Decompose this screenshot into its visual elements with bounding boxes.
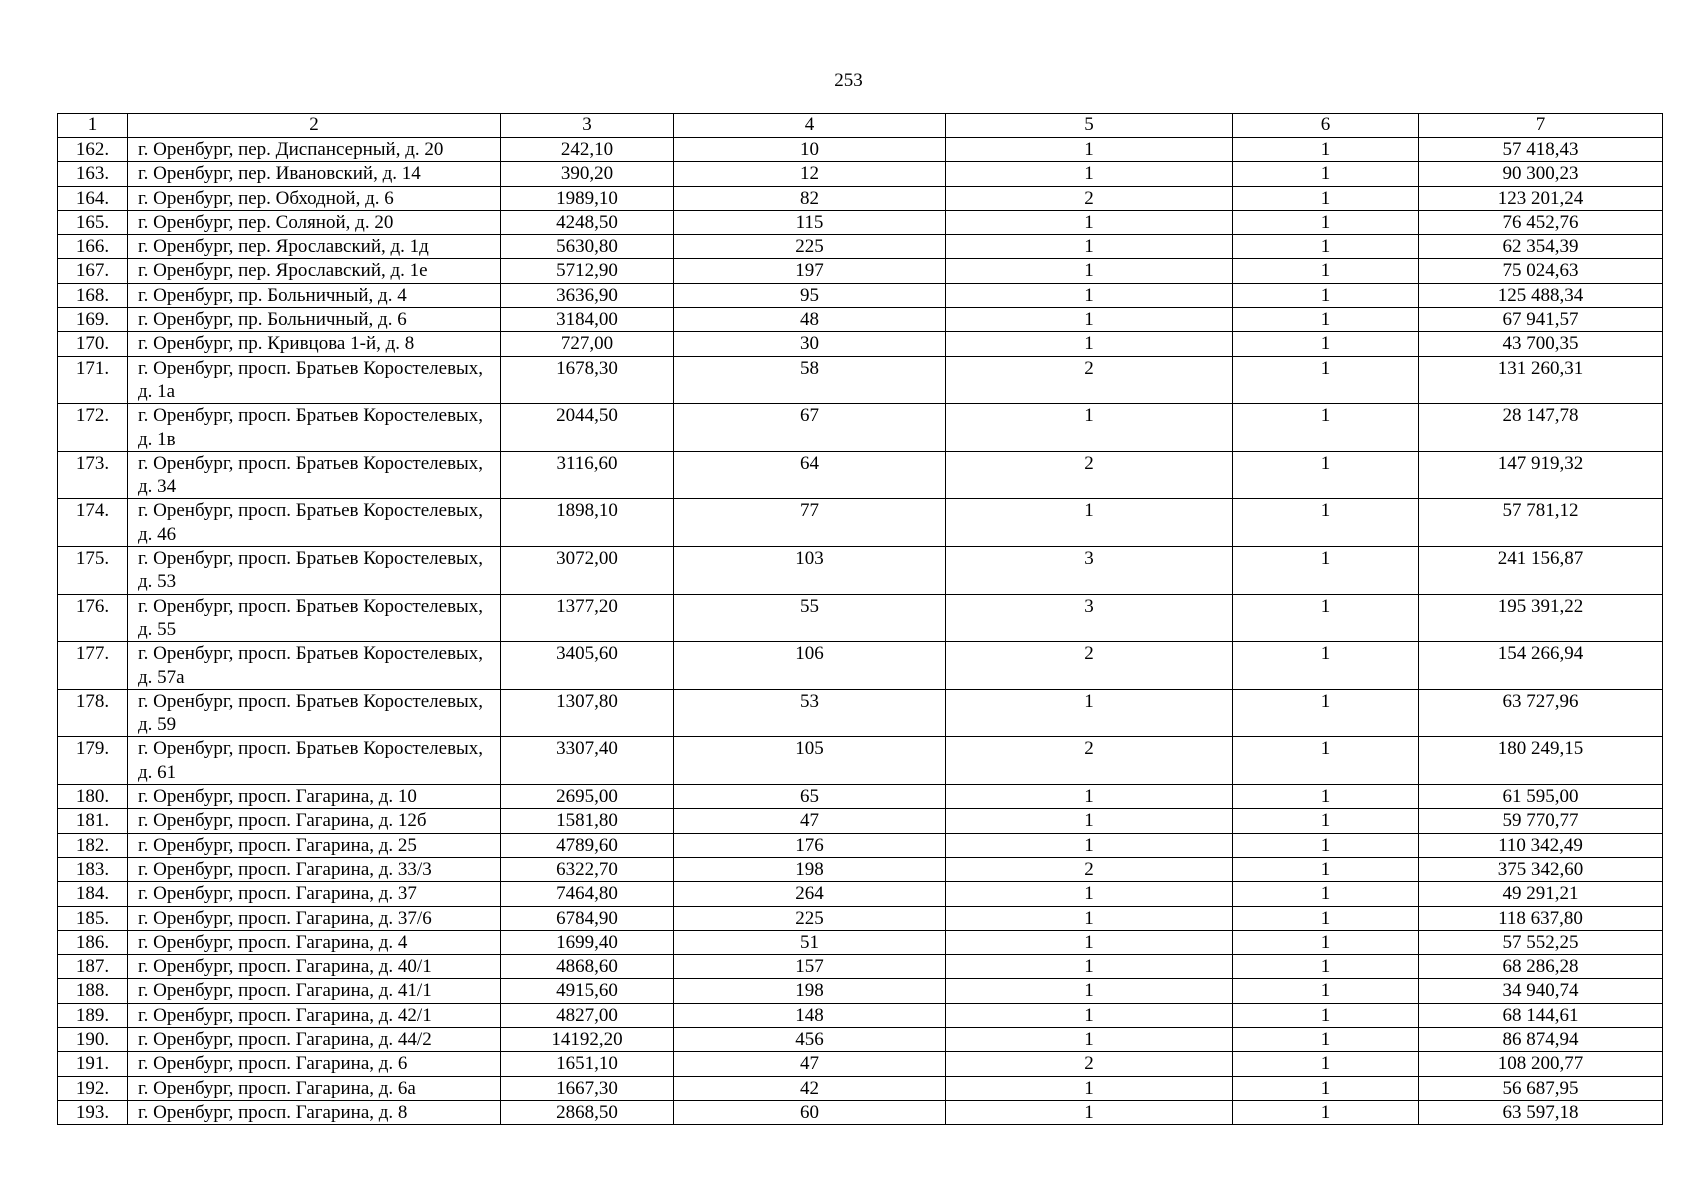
column-5-cell: 1 bbox=[946, 332, 1233, 356]
column-4-cell: 12 bbox=[674, 162, 946, 186]
column-7-cell: 154 266,94 bbox=[1419, 642, 1663, 690]
address-cell: г. Оренбург, просп. Гагарина, д. 33/3 bbox=[128, 857, 501, 881]
column-6-cell: 1 bbox=[1233, 809, 1419, 833]
column-6-cell: 1 bbox=[1233, 882, 1419, 906]
row-number-cell: 187. bbox=[58, 955, 128, 979]
column-6-cell: 1 bbox=[1233, 451, 1419, 499]
column-7-cell: 67 941,57 bbox=[1419, 308, 1663, 332]
row-number-cell: 177. bbox=[58, 642, 128, 690]
page-number: 253 bbox=[834, 70, 863, 91]
column-5-cell: 1 bbox=[946, 1100, 1233, 1124]
column-6-cell: 1 bbox=[1233, 930, 1419, 954]
column-7-cell: 28 147,78 bbox=[1419, 404, 1663, 452]
column-4-cell: 225 bbox=[674, 906, 946, 930]
address-cell: г. Оренбург, пер. Ивановский, д. 14 bbox=[128, 162, 501, 186]
column-4-cell: 106 bbox=[674, 642, 946, 690]
table-row bbox=[58, 451, 1663, 499]
column-6-cell: 1 bbox=[1233, 283, 1419, 307]
column-3-cell: 4868,60 bbox=[501, 955, 674, 979]
column-7-cell: 195 391,22 bbox=[1419, 594, 1663, 642]
column-5-cell: 1 bbox=[946, 930, 1233, 954]
column-6-cell: 1 bbox=[1233, 1027, 1419, 1051]
table-row bbox=[58, 1076, 1663, 1100]
column-7-cell: 57 781,12 bbox=[1419, 499, 1663, 547]
column-5-cell: 1 bbox=[946, 689, 1233, 737]
column-6-cell: 1 bbox=[1233, 186, 1419, 210]
column-7-cell: 34 940,74 bbox=[1419, 979, 1663, 1003]
address-cell: г. Оренбург, просп. Гагарина, д. 41/1 bbox=[128, 979, 501, 1003]
column-7-cell: 108 200,77 bbox=[1419, 1052, 1663, 1076]
row-number-cell: 165. bbox=[58, 210, 128, 234]
column-header-6: 6 bbox=[1233, 114, 1419, 138]
column-5-cell: 1 bbox=[946, 979, 1233, 1003]
column-6-cell: 1 bbox=[1233, 1100, 1419, 1124]
column-7-cell: 63 597,18 bbox=[1419, 1100, 1663, 1124]
row-number-cell: 189. bbox=[58, 1003, 128, 1027]
column-3-cell: 2044,50 bbox=[501, 404, 674, 452]
column-5-cell: 2 bbox=[946, 186, 1233, 210]
table-row bbox=[58, 1100, 1663, 1124]
column-7-cell: 43 700,35 bbox=[1419, 332, 1663, 356]
row-number-cell: 174. bbox=[58, 499, 128, 547]
table-row bbox=[58, 356, 1663, 404]
address-cell: г. Оренбург, пер. Ярославский, д. 1д bbox=[128, 235, 501, 259]
column-6-cell: 1 bbox=[1233, 1076, 1419, 1100]
column-3-cell: 2695,00 bbox=[501, 785, 674, 809]
table-row bbox=[58, 737, 1663, 785]
column-4-cell: 82 bbox=[674, 186, 946, 210]
row-number-cell: 193. bbox=[58, 1100, 128, 1124]
column-7-cell: 63 727,96 bbox=[1419, 689, 1663, 737]
column-5-cell: 1 bbox=[946, 785, 1233, 809]
column-header-5: 5 bbox=[946, 114, 1233, 138]
column-3-cell: 3184,00 bbox=[501, 308, 674, 332]
table-row bbox=[58, 499, 1663, 547]
column-6-cell: 1 bbox=[1233, 1003, 1419, 1027]
table-row bbox=[58, 138, 1663, 162]
table-row bbox=[58, 930, 1663, 954]
column-3-cell: 3307,40 bbox=[501, 737, 674, 785]
column-7-cell: 90 300,23 bbox=[1419, 162, 1663, 186]
column-3-cell: 6784,90 bbox=[501, 906, 674, 930]
table-row bbox=[58, 882, 1663, 906]
address-cell: г. Оренбург, просп. Братьев Коростелевых, д. 1в bbox=[128, 404, 501, 452]
column-4-cell: 105 bbox=[674, 737, 946, 785]
table-row bbox=[58, 404, 1663, 452]
column-7-cell: 68 144,61 bbox=[1419, 1003, 1663, 1027]
column-6-cell: 1 bbox=[1233, 689, 1419, 737]
column-4-cell: 10 bbox=[674, 138, 946, 162]
column-3-cell: 6322,70 bbox=[501, 857, 674, 881]
address-cell: г. Оренбург, просп. Братьев Коростелевых, д. 57а bbox=[128, 642, 501, 690]
column-7-cell: 61 595,00 bbox=[1419, 785, 1663, 809]
address-cell: г. Оренбург, просп. Братьев Коростелевых, д. 1а bbox=[128, 356, 501, 404]
table-row bbox=[58, 308, 1663, 332]
column-4-cell: 225 bbox=[674, 235, 946, 259]
column-4-cell: 198 bbox=[674, 979, 946, 1003]
column-4-cell: 47 bbox=[674, 1052, 946, 1076]
column-3-cell: 242,10 bbox=[501, 138, 674, 162]
column-6-cell: 1 bbox=[1233, 1052, 1419, 1076]
header-row bbox=[58, 114, 1663, 138]
row-number-cell: 163. bbox=[58, 162, 128, 186]
row-number-cell: 164. bbox=[58, 186, 128, 210]
table-row bbox=[58, 1027, 1663, 1051]
column-4-cell: 64 bbox=[674, 451, 946, 499]
row-number-cell: 181. bbox=[58, 809, 128, 833]
address-cell: г. Оренбург, просп. Братьев Коростелевых, д. 55 bbox=[128, 594, 501, 642]
address-cell: г. Оренбург, пр. Больничный, д. 4 bbox=[128, 283, 501, 307]
column-4-cell: 197 bbox=[674, 259, 946, 283]
column-4-cell: 95 bbox=[674, 283, 946, 307]
address-cell: г. Оренбург, просп. Гагарина, д. 37/6 bbox=[128, 906, 501, 930]
column-6-cell: 1 bbox=[1233, 162, 1419, 186]
row-number-cell: 184. bbox=[58, 882, 128, 906]
column-3-cell: 1307,80 bbox=[501, 689, 674, 737]
column-6-cell: 1 bbox=[1233, 833, 1419, 857]
column-6-cell: 1 bbox=[1233, 955, 1419, 979]
column-6-cell: 1 bbox=[1233, 737, 1419, 785]
column-6-cell: 1 bbox=[1233, 138, 1419, 162]
column-5-cell: 1 bbox=[946, 235, 1233, 259]
column-6-cell: 1 bbox=[1233, 906, 1419, 930]
column-6-cell: 1 bbox=[1233, 547, 1419, 595]
column-3-cell: 4248,50 bbox=[501, 210, 674, 234]
column-5-cell: 2 bbox=[946, 857, 1233, 881]
column-5-cell: 2 bbox=[946, 642, 1233, 690]
column-5-cell: 1 bbox=[946, 499, 1233, 547]
column-5-cell: 1 bbox=[946, 162, 1233, 186]
column-5-cell: 2 bbox=[946, 737, 1233, 785]
address-cell: г. Оренбург, просп. Гагарина, д. 10 bbox=[128, 785, 501, 809]
table-row bbox=[58, 955, 1663, 979]
column-6-cell: 1 bbox=[1233, 785, 1419, 809]
column-3-cell: 3405,60 bbox=[501, 642, 674, 690]
data-table bbox=[57, 113, 1663, 1125]
column-4-cell: 42 bbox=[674, 1076, 946, 1100]
column-5-cell: 1 bbox=[946, 308, 1233, 332]
column-7-cell: 56 687,95 bbox=[1419, 1076, 1663, 1100]
column-4-cell: 30 bbox=[674, 332, 946, 356]
table-row bbox=[58, 162, 1663, 186]
row-number-cell: 169. bbox=[58, 308, 128, 332]
column-3-cell: 5712,90 bbox=[501, 259, 674, 283]
address-cell: г. Оренбург, пр. Больничный, д. 6 bbox=[128, 308, 501, 332]
table-row bbox=[58, 979, 1663, 1003]
address-cell: г. Оренбург, пер. Обходной, д. 6 bbox=[128, 186, 501, 210]
column-3-cell: 4915,60 bbox=[501, 979, 674, 1003]
column-7-cell: 125 488,34 bbox=[1419, 283, 1663, 307]
column-7-cell: 86 874,94 bbox=[1419, 1027, 1663, 1051]
column-7-cell: 110 342,49 bbox=[1419, 833, 1663, 857]
row-number-cell: 190. bbox=[58, 1027, 128, 1051]
column-5-cell: 1 bbox=[946, 138, 1233, 162]
column-6-cell: 1 bbox=[1233, 857, 1419, 881]
column-6-cell: 1 bbox=[1233, 594, 1419, 642]
column-5-cell: 1 bbox=[946, 404, 1233, 452]
column-6-cell: 1 bbox=[1233, 235, 1419, 259]
column-4-cell: 48 bbox=[674, 308, 946, 332]
column-3-cell: 1651,10 bbox=[501, 1052, 674, 1076]
address-cell: г. Оренбург, просп. Братьев Коростелевых, д. 53 bbox=[128, 547, 501, 595]
column-4-cell: 148 bbox=[674, 1003, 946, 1027]
column-5-cell: 1 bbox=[946, 283, 1233, 307]
table-row bbox=[58, 785, 1663, 809]
column-4-cell: 60 bbox=[674, 1100, 946, 1124]
column-7-cell: 180 249,15 bbox=[1419, 737, 1663, 785]
address-cell: г. Оренбург, просп. Гагарина, д. 25 bbox=[128, 833, 501, 857]
row-number-cell: 186. bbox=[58, 930, 128, 954]
row-number-cell: 171. bbox=[58, 356, 128, 404]
table-row bbox=[58, 283, 1663, 307]
column-3-cell: 727,00 bbox=[501, 332, 674, 356]
address-cell: г. Оренбург, просп. Гагарина, д. 12б bbox=[128, 809, 501, 833]
column-6-cell: 1 bbox=[1233, 356, 1419, 404]
column-5-cell: 1 bbox=[946, 955, 1233, 979]
column-7-cell: 375 342,60 bbox=[1419, 857, 1663, 881]
table-row bbox=[58, 833, 1663, 857]
column-4-cell: 67 bbox=[674, 404, 946, 452]
row-number-cell: 185. bbox=[58, 906, 128, 930]
address-cell: г. Оренбург, пр. Кривцова 1-й, д. 8 bbox=[128, 332, 501, 356]
column-3-cell: 3636,90 bbox=[501, 283, 674, 307]
row-number-cell: 166. bbox=[58, 235, 128, 259]
table-row bbox=[58, 259, 1663, 283]
column-3-cell: 1989,10 bbox=[501, 186, 674, 210]
column-4-cell: 65 bbox=[674, 785, 946, 809]
column-5-cell: 2 bbox=[946, 451, 1233, 499]
column-3-cell: 5630,80 bbox=[501, 235, 674, 259]
row-number-cell: 178. bbox=[58, 689, 128, 737]
column-5-cell: 1 bbox=[946, 833, 1233, 857]
column-3-cell: 3072,00 bbox=[501, 547, 674, 595]
column-3-cell: 14192,20 bbox=[501, 1027, 674, 1051]
row-number-cell: 192. bbox=[58, 1076, 128, 1100]
table-row bbox=[58, 1052, 1663, 1076]
address-cell: г. Оренбург, просп. Братьев Коростелевых, д. 61 bbox=[128, 737, 501, 785]
address-cell: г. Оренбург, просп. Гагарина, д. 42/1 bbox=[128, 1003, 501, 1027]
column-5-cell: 1 bbox=[946, 1027, 1233, 1051]
column-5-cell: 1 bbox=[946, 906, 1233, 930]
address-cell: г. Оренбург, пер. Соляной, д. 20 bbox=[128, 210, 501, 234]
table-row bbox=[58, 906, 1663, 930]
column-3-cell: 4827,00 bbox=[501, 1003, 674, 1027]
table-body bbox=[58, 138, 1663, 1125]
column-5-cell: 1 bbox=[946, 259, 1233, 283]
column-3-cell: 1581,80 bbox=[501, 809, 674, 833]
column-header-4: 4 bbox=[674, 114, 946, 138]
column-header-1: 1 bbox=[58, 114, 128, 138]
address-cell: г. Оренбург, просп. Гагарина, д. 44/2 bbox=[128, 1027, 501, 1051]
address-cell: г. Оренбург, просп. Гагарина, д. 37 bbox=[128, 882, 501, 906]
column-6-cell: 1 bbox=[1233, 332, 1419, 356]
table-row bbox=[58, 809, 1663, 833]
column-4-cell: 157 bbox=[674, 955, 946, 979]
table-row bbox=[58, 547, 1663, 595]
address-cell: г. Оренбург, просп. Гагарина, д. 6 bbox=[128, 1052, 501, 1076]
column-5-cell: 2 bbox=[946, 1052, 1233, 1076]
column-header-7: 7 bbox=[1419, 114, 1663, 138]
column-7-cell: 62 354,39 bbox=[1419, 235, 1663, 259]
address-cell: г. Оренбург, просп. Братьев Коростелевых, д. 34 bbox=[128, 451, 501, 499]
row-number-cell: 162. bbox=[58, 138, 128, 162]
column-5-cell: 3 bbox=[946, 547, 1233, 595]
column-4-cell: 55 bbox=[674, 594, 946, 642]
row-number-cell: 170. bbox=[58, 332, 128, 356]
row-number-cell: 183. bbox=[58, 857, 128, 881]
table-row bbox=[58, 689, 1663, 737]
column-6-cell: 1 bbox=[1233, 642, 1419, 690]
column-3-cell: 1898,10 bbox=[501, 499, 674, 547]
row-number-cell: 179. bbox=[58, 737, 128, 785]
table-row bbox=[58, 642, 1663, 690]
column-6-cell: 1 bbox=[1233, 499, 1419, 547]
column-7-cell: 241 156,87 bbox=[1419, 547, 1663, 595]
column-7-cell: 57 418,43 bbox=[1419, 138, 1663, 162]
row-number-cell: 188. bbox=[58, 979, 128, 1003]
column-7-cell: 75 024,63 bbox=[1419, 259, 1663, 283]
column-7-cell: 131 260,31 bbox=[1419, 356, 1663, 404]
column-4-cell: 198 bbox=[674, 857, 946, 881]
row-number-cell: 175. bbox=[58, 547, 128, 595]
column-5-cell: 1 bbox=[946, 809, 1233, 833]
column-4-cell: 77 bbox=[674, 499, 946, 547]
table-row bbox=[58, 186, 1663, 210]
column-4-cell: 58 bbox=[674, 356, 946, 404]
column-7-cell: 76 452,76 bbox=[1419, 210, 1663, 234]
address-cell: г. Оренбург, просп. Гагарина, д. 6а bbox=[128, 1076, 501, 1100]
column-5-cell: 1 bbox=[946, 1076, 1233, 1100]
row-number-cell: 173. bbox=[58, 451, 128, 499]
column-7-cell: 123 201,24 bbox=[1419, 186, 1663, 210]
column-4-cell: 103 bbox=[674, 547, 946, 595]
column-7-cell: 57 552,25 bbox=[1419, 930, 1663, 954]
column-7-cell: 68 286,28 bbox=[1419, 955, 1663, 979]
table-row bbox=[58, 332, 1663, 356]
column-7-cell: 49 291,21 bbox=[1419, 882, 1663, 906]
column-4-cell: 51 bbox=[674, 930, 946, 954]
address-cell: г. Оренбург, просп. Гагарина, д. 40/1 bbox=[128, 955, 501, 979]
column-4-cell: 53 bbox=[674, 689, 946, 737]
table-row bbox=[58, 235, 1663, 259]
column-3-cell: 7464,80 bbox=[501, 882, 674, 906]
row-number-cell: 176. bbox=[58, 594, 128, 642]
column-4-cell: 264 bbox=[674, 882, 946, 906]
column-5-cell: 3 bbox=[946, 594, 1233, 642]
column-6-cell: 1 bbox=[1233, 210, 1419, 234]
row-number-cell: 168. bbox=[58, 283, 128, 307]
column-5-cell: 1 bbox=[946, 882, 1233, 906]
column-6-cell: 1 bbox=[1233, 979, 1419, 1003]
column-7-cell: 147 919,32 bbox=[1419, 451, 1663, 499]
column-5-cell: 2 bbox=[946, 356, 1233, 404]
table-row bbox=[58, 210, 1663, 234]
column-4-cell: 176 bbox=[674, 833, 946, 857]
column-4-cell: 115 bbox=[674, 210, 946, 234]
column-3-cell: 4789,60 bbox=[501, 833, 674, 857]
column-4-cell: 47 bbox=[674, 809, 946, 833]
row-number-cell: 167. bbox=[58, 259, 128, 283]
address-cell: г. Оренбург, пер. Ярославский, д. 1е bbox=[128, 259, 501, 283]
row-number-cell: 180. bbox=[58, 785, 128, 809]
column-6-cell: 1 bbox=[1233, 259, 1419, 283]
table-row bbox=[58, 857, 1663, 881]
column-3-cell: 3116,60 bbox=[501, 451, 674, 499]
row-number-cell: 191. bbox=[58, 1052, 128, 1076]
column-3-cell: 1699,40 bbox=[501, 930, 674, 954]
column-header-2: 2 bbox=[128, 114, 501, 138]
address-cell: г. Оренбург, просп. Гагарина, д. 8 bbox=[128, 1100, 501, 1124]
column-7-cell: 118 637,80 bbox=[1419, 906, 1663, 930]
address-cell: г. Оренбург, пер. Диспансерный, д. 20 bbox=[128, 138, 501, 162]
column-6-cell: 1 bbox=[1233, 308, 1419, 332]
column-4-cell: 456 bbox=[674, 1027, 946, 1051]
column-3-cell: 2868,50 bbox=[501, 1100, 674, 1124]
address-cell: г. Оренбург, просп. Гагарина, д. 4 bbox=[128, 930, 501, 954]
column-3-cell: 390,20 bbox=[501, 162, 674, 186]
column-5-cell: 1 bbox=[946, 210, 1233, 234]
row-number-cell: 182. bbox=[58, 833, 128, 857]
table-row bbox=[58, 594, 1663, 642]
address-cell: г. Оренбург, просп. Братьев Коростелевых, д. 46 bbox=[128, 499, 501, 547]
column-6-cell: 1 bbox=[1233, 404, 1419, 452]
column-5-cell: 1 bbox=[946, 1003, 1233, 1027]
address-cell: г. Оренбург, просп. Братьев Коростелевых, д. 59 bbox=[128, 689, 501, 737]
column-header-3: 3 bbox=[501, 114, 674, 138]
column-3-cell: 1678,30 bbox=[501, 356, 674, 404]
column-7-cell: 59 770,77 bbox=[1419, 809, 1663, 833]
row-number-cell: 172. bbox=[58, 404, 128, 452]
column-3-cell: 1377,20 bbox=[501, 594, 674, 642]
column-3-cell: 1667,30 bbox=[501, 1076, 674, 1100]
table-row bbox=[58, 1003, 1663, 1027]
